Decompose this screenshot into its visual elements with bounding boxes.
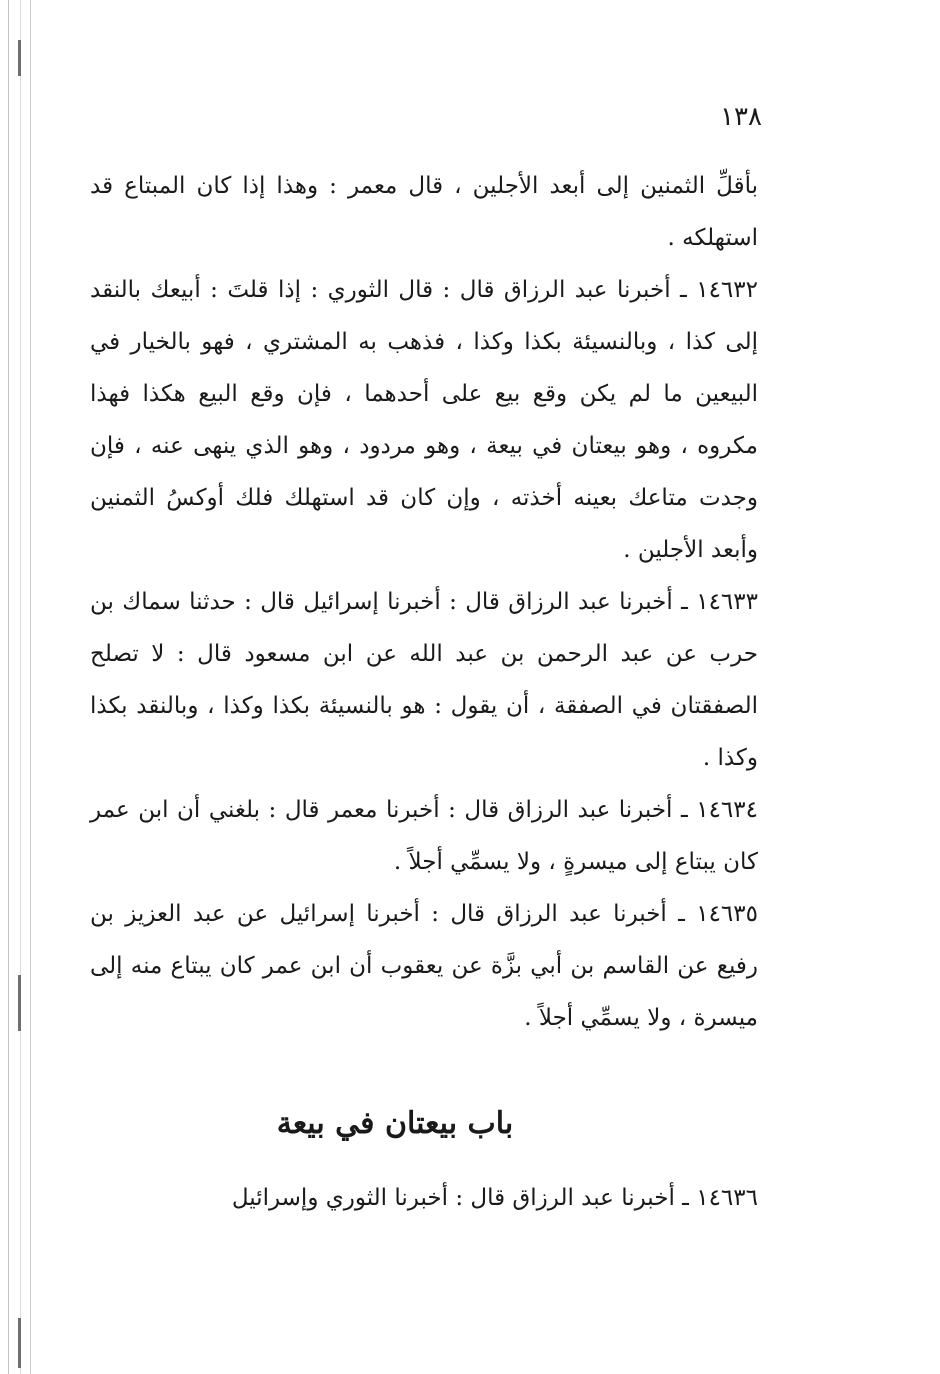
scan-edge-mark: [18, 975, 21, 1031]
scan-edge-line: [30, 0, 31, 1374]
scan-edge-mark: [18, 1318, 21, 1368]
page-number: ١٣٨: [720, 102, 762, 132]
paragraph-continuation: بأقلِّ الثمنين إلى أبعد الأجلين ، قال معمر : وهذا إذا كان المبتاع قد استهلكه .: [90, 173, 758, 251]
paragraph-hadith-14632: ١٤٦٣٢ ـ أخبرنا عبد الرزاق قال : قال الثوري : إذا قلتَ : أبيعك بالنقد إلى كذا ، وبالنسيئة بكذا وكذا ، فذهب به المشتري ، فهو بالخيار في البيعين ما لم يكن وقع بيع على أحدهما ، فإن وقع البيع هكذا فهذا مكروه ، وهو بيعتان في بيعة ، وهو مردود ، وهو الذي ينهى عنه ، فإن وجدت متاعك بعينه أخذته ، وإن كان قد استهلك فلك أوكسُ الثمنين وأبعد الأجلين .: [90, 277, 758, 563]
scan-edge-line: [20, 0, 21, 1374]
paragraph-hadith-14635: ١٤٦٣٥ ـ أخبرنا عبد الرزاق قال : أخبرنا إسرائيل عن عبد العزيز بن رفيع عن القاسم بن أبي بزَّة عن يعقوب أن ابن عمر كان يبتاع منه إلى ميسرة ، ولا يسمِّي أجلاً .: [90, 901, 758, 1031]
scan-edge-mark: [18, 40, 21, 76]
section-heading: باب بيعتان في بيعة: [276, 1106, 514, 1141]
paragraph-hadith-14634: ١٤٦٣٤ ـ أخبرنا عبد الرزاق قال : أخبرنا معمر قال : بلغني أن ابن عمر كان يبتاع إلى ميسرةٍ ، ولا يسمِّي أجلاً .: [90, 797, 758, 875]
scan-edge-line: [8, 0, 9, 1374]
paragraph-hadith-14633: ١٤٦٣٣ ـ أخبرنا عبد الرزاق قال : أخبرنا إسرائيل قال : حدثنا سماك بن حرب عن عبد الرحمن بن عبد الله عن ابن مسعود قال : لا تصلح الصفقتان في الصفقة ، أن يقول : هو بالنسيئة بكذا وكذا ، وبالنقد بكذا وكذا .: [90, 589, 758, 771]
paragraph-hadith-14636: ١٤٦٣٦ ـ أخبرنا عبد الرزاق قال : أخبرنا الثوري وإسرائيل: [231, 1185, 758, 1211]
